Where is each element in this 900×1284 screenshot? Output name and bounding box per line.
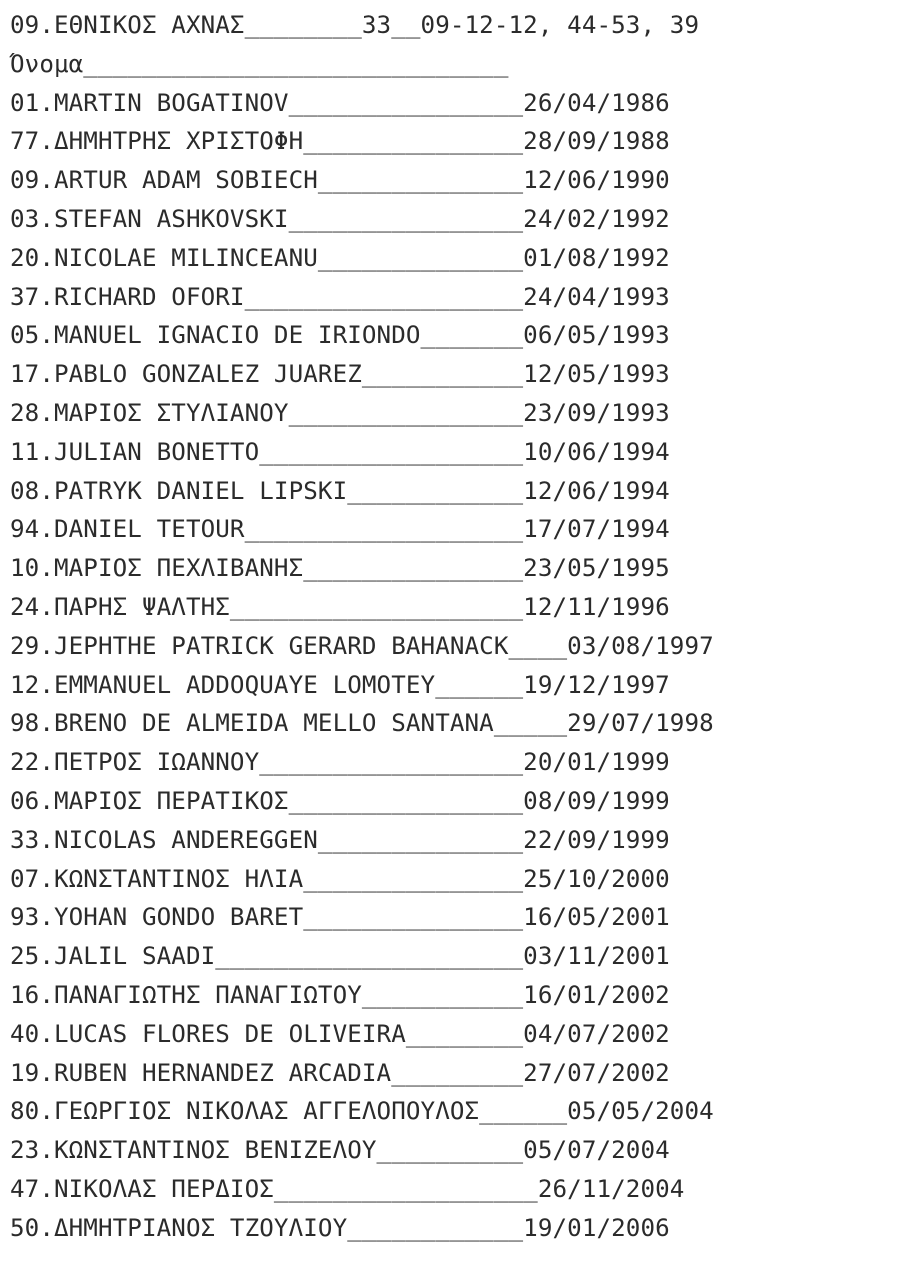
player-line: 80.ΓΕΩΡΓΙΟΣ ΝΙΚΟΛΑΣ ΑΓΓΕΛΟΠΟΥΛΟΣ______05/05/2004 (10, 1097, 714, 1126)
player-line: 29.JEPHTHE PATRICK GERARD BAHANACK____03/08/1997 (10, 631, 714, 660)
player-line: 20.NICOLAE MILINCEANU______________01/08/1992 (10, 243, 670, 272)
player-line: 08.PATRYK DANIEL LIPSKI____________12/06/1994 (10, 476, 670, 505)
player-line: 37.RICHARD OFORI___________________24/04/1993 (10, 282, 670, 311)
player-line: 07.ΚΩΝΣΤΑΝΤΙΝΟΣ ΗΛΙΑ_______________25/10/2000 (10, 864, 670, 893)
player-line: 50.ΔΗΜΗΤΡΙΑΝΟΣ ΤΖΟΥΛΙΟΥ____________19/01/2006 (10, 1213, 670, 1242)
player-line: 93.YOHAN GONDO BARET_______________16/05/2001 (10, 903, 670, 932)
player-line: 24.ΠΑΡΗΣ ΨΑΛΤΗΣ____________________12/11/1996 (10, 592, 670, 621)
player-line: 05.MANUEL IGNACIO DE IRIONDO_______06/05/1993 (10, 321, 670, 350)
player-line: 40.LUCAS FLORES DE OLIVEIRA________04/07/2002 (10, 1019, 670, 1048)
player-line: 22.ΠΕΤΡΟΣ ΙΩΑΝΝΟΥ__________________20/01/1999 (10, 748, 670, 777)
player-line: 17.PABLO GONZALEZ JUAREZ___________12/05/1993 (10, 360, 670, 389)
player-line: 23.ΚΩΝΣΤΑΝΤΙΝΟΣ ΒΕΝΙΖΕΛΟΥ__________05/07/2004 (10, 1136, 670, 1165)
player-line: 28.ΜΑΡΙΟΣ ΣΤΥΛΙΑΝΟΥ________________23/09/1993 (10, 398, 670, 427)
player-line: 33.NICOLAS ANDEREGGEN______________22/09/1999 (10, 825, 670, 854)
player-line: 25.JALIL SAADI_____________________03/11/2001 (10, 942, 670, 971)
player-line: 47.ΝΙΚΟΛΑΣ ΠΕΡΔΙΟΣ__________________26/11/2004 (10, 1174, 685, 1203)
team-header-line: 09.ΕΘΝΙΚΟΣ ΑΧΝΑΣ________33__09-12-12, 44-53, 39 (10, 11, 700, 39)
player-line: 06.ΜΑΡΙΟΣ ΠΕΡΑΤΙΚΟΣ________________08/09/1999 (10, 786, 670, 815)
player-line: 98.BRENO DE ALMEIDA MELLO SANTANA_____29/07/1998 (10, 709, 714, 738)
player-line: 03.STEFAN ASHKOVSKI________________24/02/1992 (10, 204, 670, 233)
player-line: 19.RUBEN HERNANDEZ ARCADIA_________27/07/2002 (10, 1058, 670, 1087)
roster-document (0, 6, 900, 1284)
player-line: 10.ΜΑΡΙΟΣ ΠΕΧΛΙΒΑΝΗΣ_______________23/05/1995 (10, 554, 670, 583)
player-line: 77.ΔΗΜΗΤΡΗΣ ΧΡΙΣΤΟΦΗ_______________28/09/1988 (10, 127, 670, 156)
player-line: 01.MARTIN BOGATINOV________________26/04/1986 (10, 88, 670, 117)
player-line: 09.ARTUR ADAM SOBIECH______________12/06/1990 (10, 166, 670, 195)
player-line: 11.JULIAN BONETTO__________________10/06/1994 (10, 437, 670, 466)
column-header-line: Όνομα_____________________________ (10, 49, 509, 78)
player-line: 16.ΠΑΝΑΓΙΩΤΗΣ ΠΑΝΑΓΙΩΤΟΥ___________16/01/2002 (10, 980, 670, 1009)
player-line: 94.DANIEL TETOUR___________________17/07/1994 (10, 515, 670, 544)
player-line: 12.EMMANUEL ADDOQUAYE LOMOTEY______19/12/1997 (10, 670, 670, 699)
